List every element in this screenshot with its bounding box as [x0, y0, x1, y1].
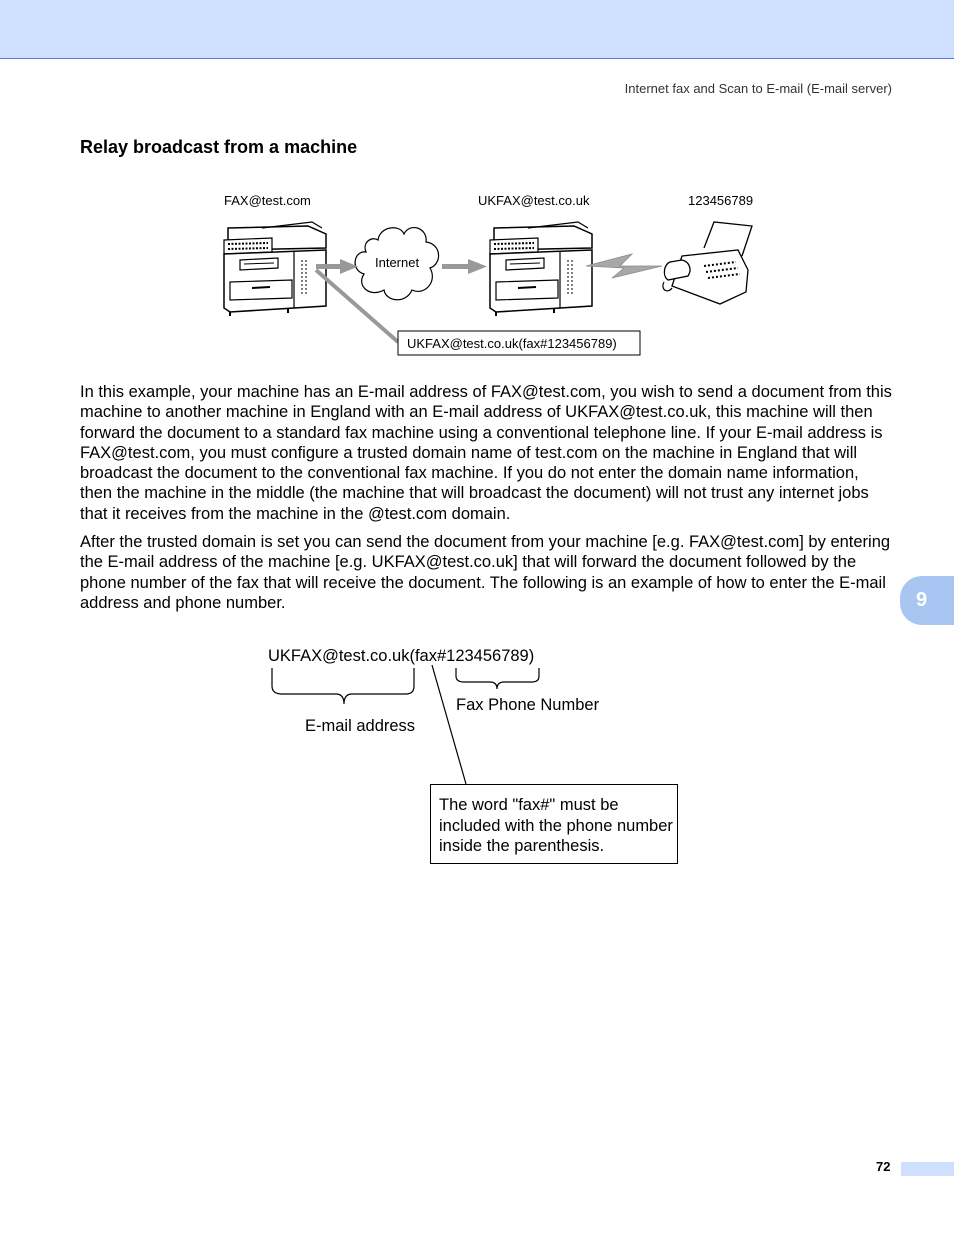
page-number-bar [901, 1162, 954, 1176]
relay-address-label: UKFAX@test.co.uk [478, 193, 590, 208]
fax-phone-number-label: Fax Phone Number [456, 696, 600, 714]
paragraph-relay-example: In this example, your machine has an E-mail address of FAX@test.com, you wish to send a document from this machine to another machine in England with an E-mail address of UKFAX@test.co.uk, this machine will then forward the document to a standard fax machine using a conventional telephone line. If your E-mail address is FAX@test.com, you must configure a trusted domain name of test.com on the machine in England that will broadcast the document to the conventional fax machine. If you do not enter the domain name information, then the machine in the middle (the machine that will broadcast the document) will not trust any internet jobs that it receives from the machine in the @test.com domain. [80, 383, 892, 523]
chapter-tab[interactable]: 9 [900, 576, 954, 625]
sender-address-label: FAX@test.com [224, 193, 311, 208]
paragraph-trusted-domain: After the trusted domain is set you can send the document from your machine [e.g. FAX@test.com] by entering the E-mail address of the machine [e.g. UKFAX@test.co.uk] that will forward the document followed by the phone number of the fax that will receive the document. The following is an example of how to enter the E-mail address and phone number. [80, 533, 891, 612]
destination-string-label: UKFAX@test.co.uk(fax#123456789) [407, 336, 617, 351]
format-string: UKFAX@test.co.uk(fax#123456789) [268, 647, 535, 665]
phone-brace [456, 668, 539, 689]
email-brace [272, 668, 414, 704]
internet-label: Internet [375, 255, 420, 270]
running-header: Internet fax and Scan to E-mail (E-mail server) [624, 81, 892, 96]
fax-number-label: 123456789 [688, 193, 754, 208]
page-number: 72 [876, 1159, 891, 1174]
fax-note-box: The word "fax#" must be included with the phone number inside the parenthesis. [430, 784, 678, 864]
note-pointer-line [432, 665, 466, 784]
section-title: Relay broadcast from a machine [80, 137, 358, 157]
email-address-label: E-mail address [305, 717, 416, 735]
